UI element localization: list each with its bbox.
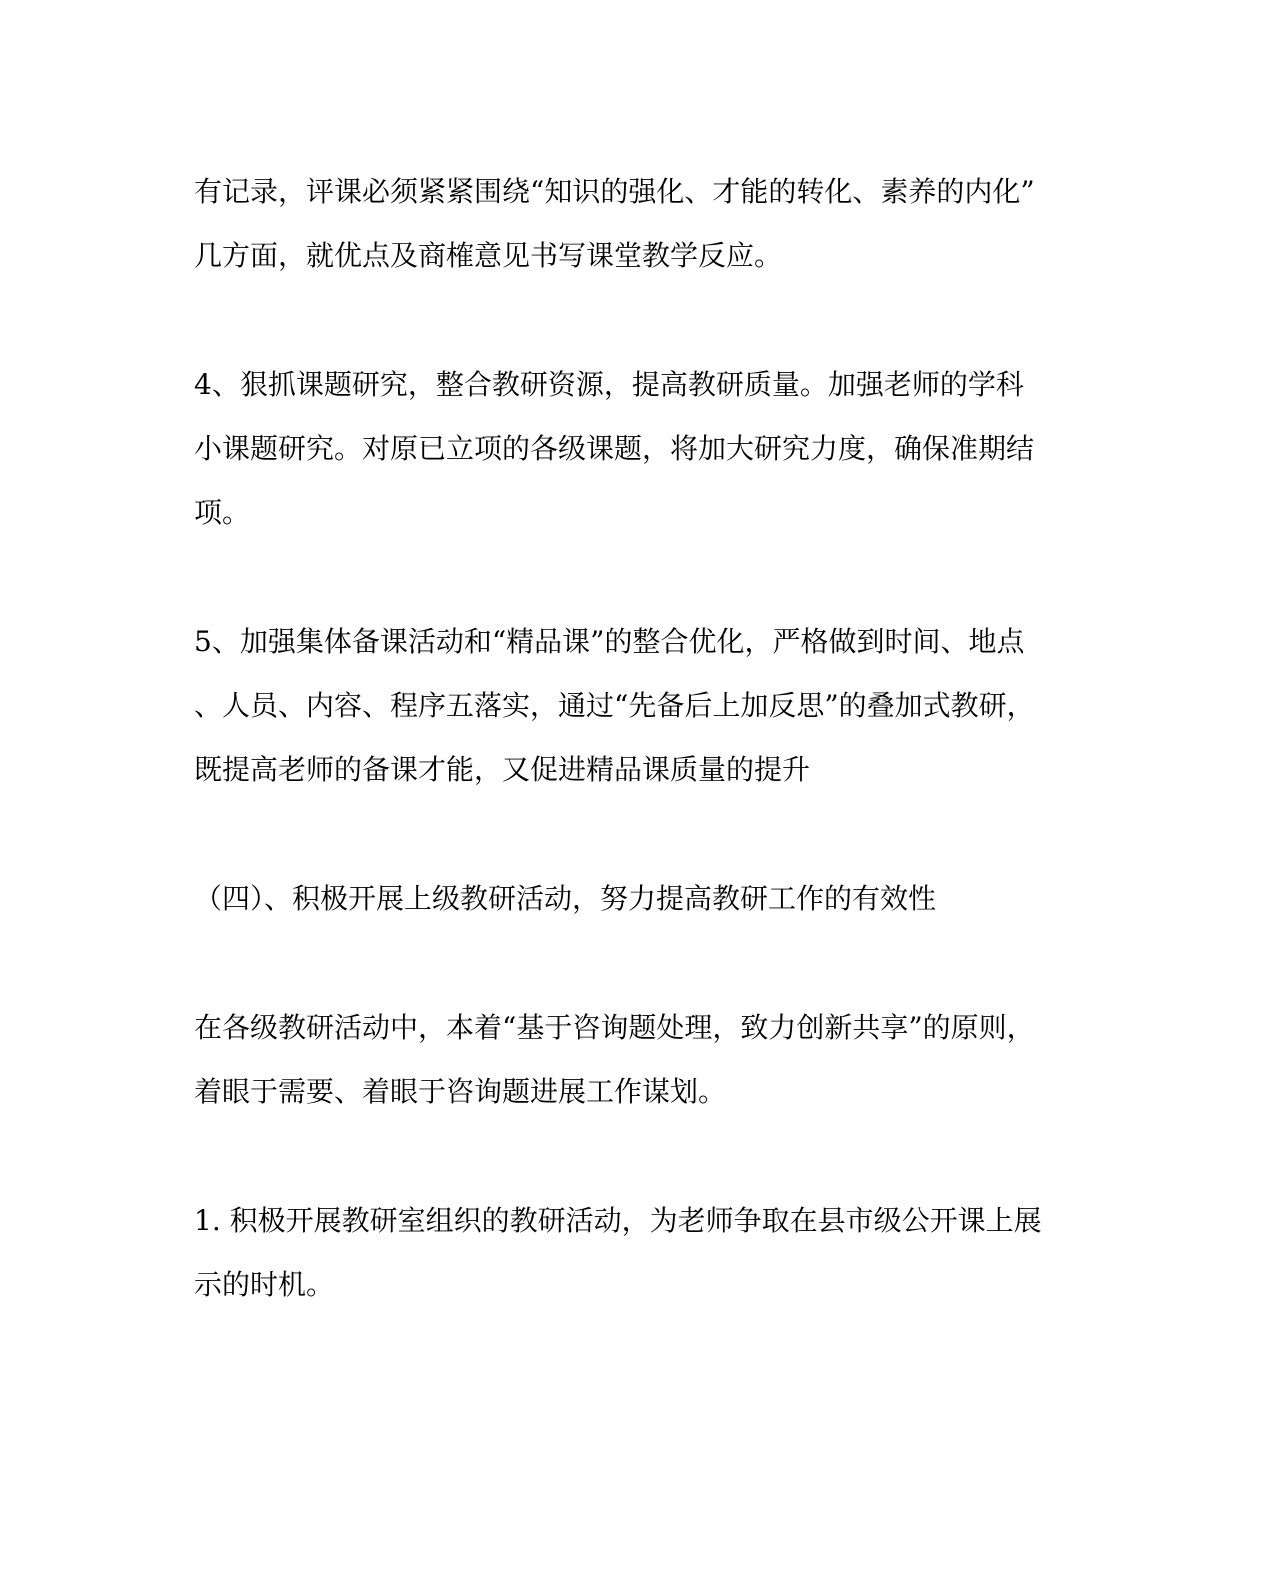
text-line: 4、狠抓课题研究，整合教研资源，提高教研质量。加强老师的学科 [194, 368, 1024, 401]
text-line: 1. 积极开展教研室组织的教研活动，为老师争取在县市级公开课上展 [194, 1204, 1042, 1237]
text-line: 项。 [194, 496, 251, 529]
paragraph-item-4 [194, 353, 1064, 545]
text-line: 有记录，评课必须紧紧围绕“知识的强化、才能的转化、素养的内化” [194, 175, 1035, 208]
paragraph-item-1 [194, 1189, 1064, 1317]
paragraph-principle [194, 996, 1064, 1124]
text-line: 着眼于需要、着眼于咨询题进展工作谋划。 [194, 1075, 727, 1108]
text-line: 示的时机。 [194, 1268, 335, 1301]
section-heading-text: （四）、积极开展上级教研活动，努力提高教研工作的有效性 [194, 882, 937, 915]
paragraph-lesson-evaluation [194, 160, 1064, 288]
text-line: 几方面，就优点及商榷意见书写课堂教学反应。 [194, 239, 783, 272]
text-line: 、人员、内容、程序五落实，通过“先备后上加反思”的叠加式教研， [194, 689, 1035, 722]
section-heading-4 [194, 867, 1064, 931]
text-line: 在各级教研活动中，本着“基于咨询题处理，致力创新共享”的原则， [194, 1011, 1035, 1044]
text-line: 既提高老师的备课才能，又促进精品课质量的提升 [194, 753, 811, 786]
text-line: 小课题研究。对原已立项的各级课题，将加大研究力度，确保准期结 [194, 432, 1035, 465]
paragraph-item-5 [194, 610, 1064, 802]
text-line: 5、加强集体备课活动和“精品课”的整合优化，严格做到时间、地点 [194, 625, 1025, 658]
document-body [194, 160, 1064, 1382]
